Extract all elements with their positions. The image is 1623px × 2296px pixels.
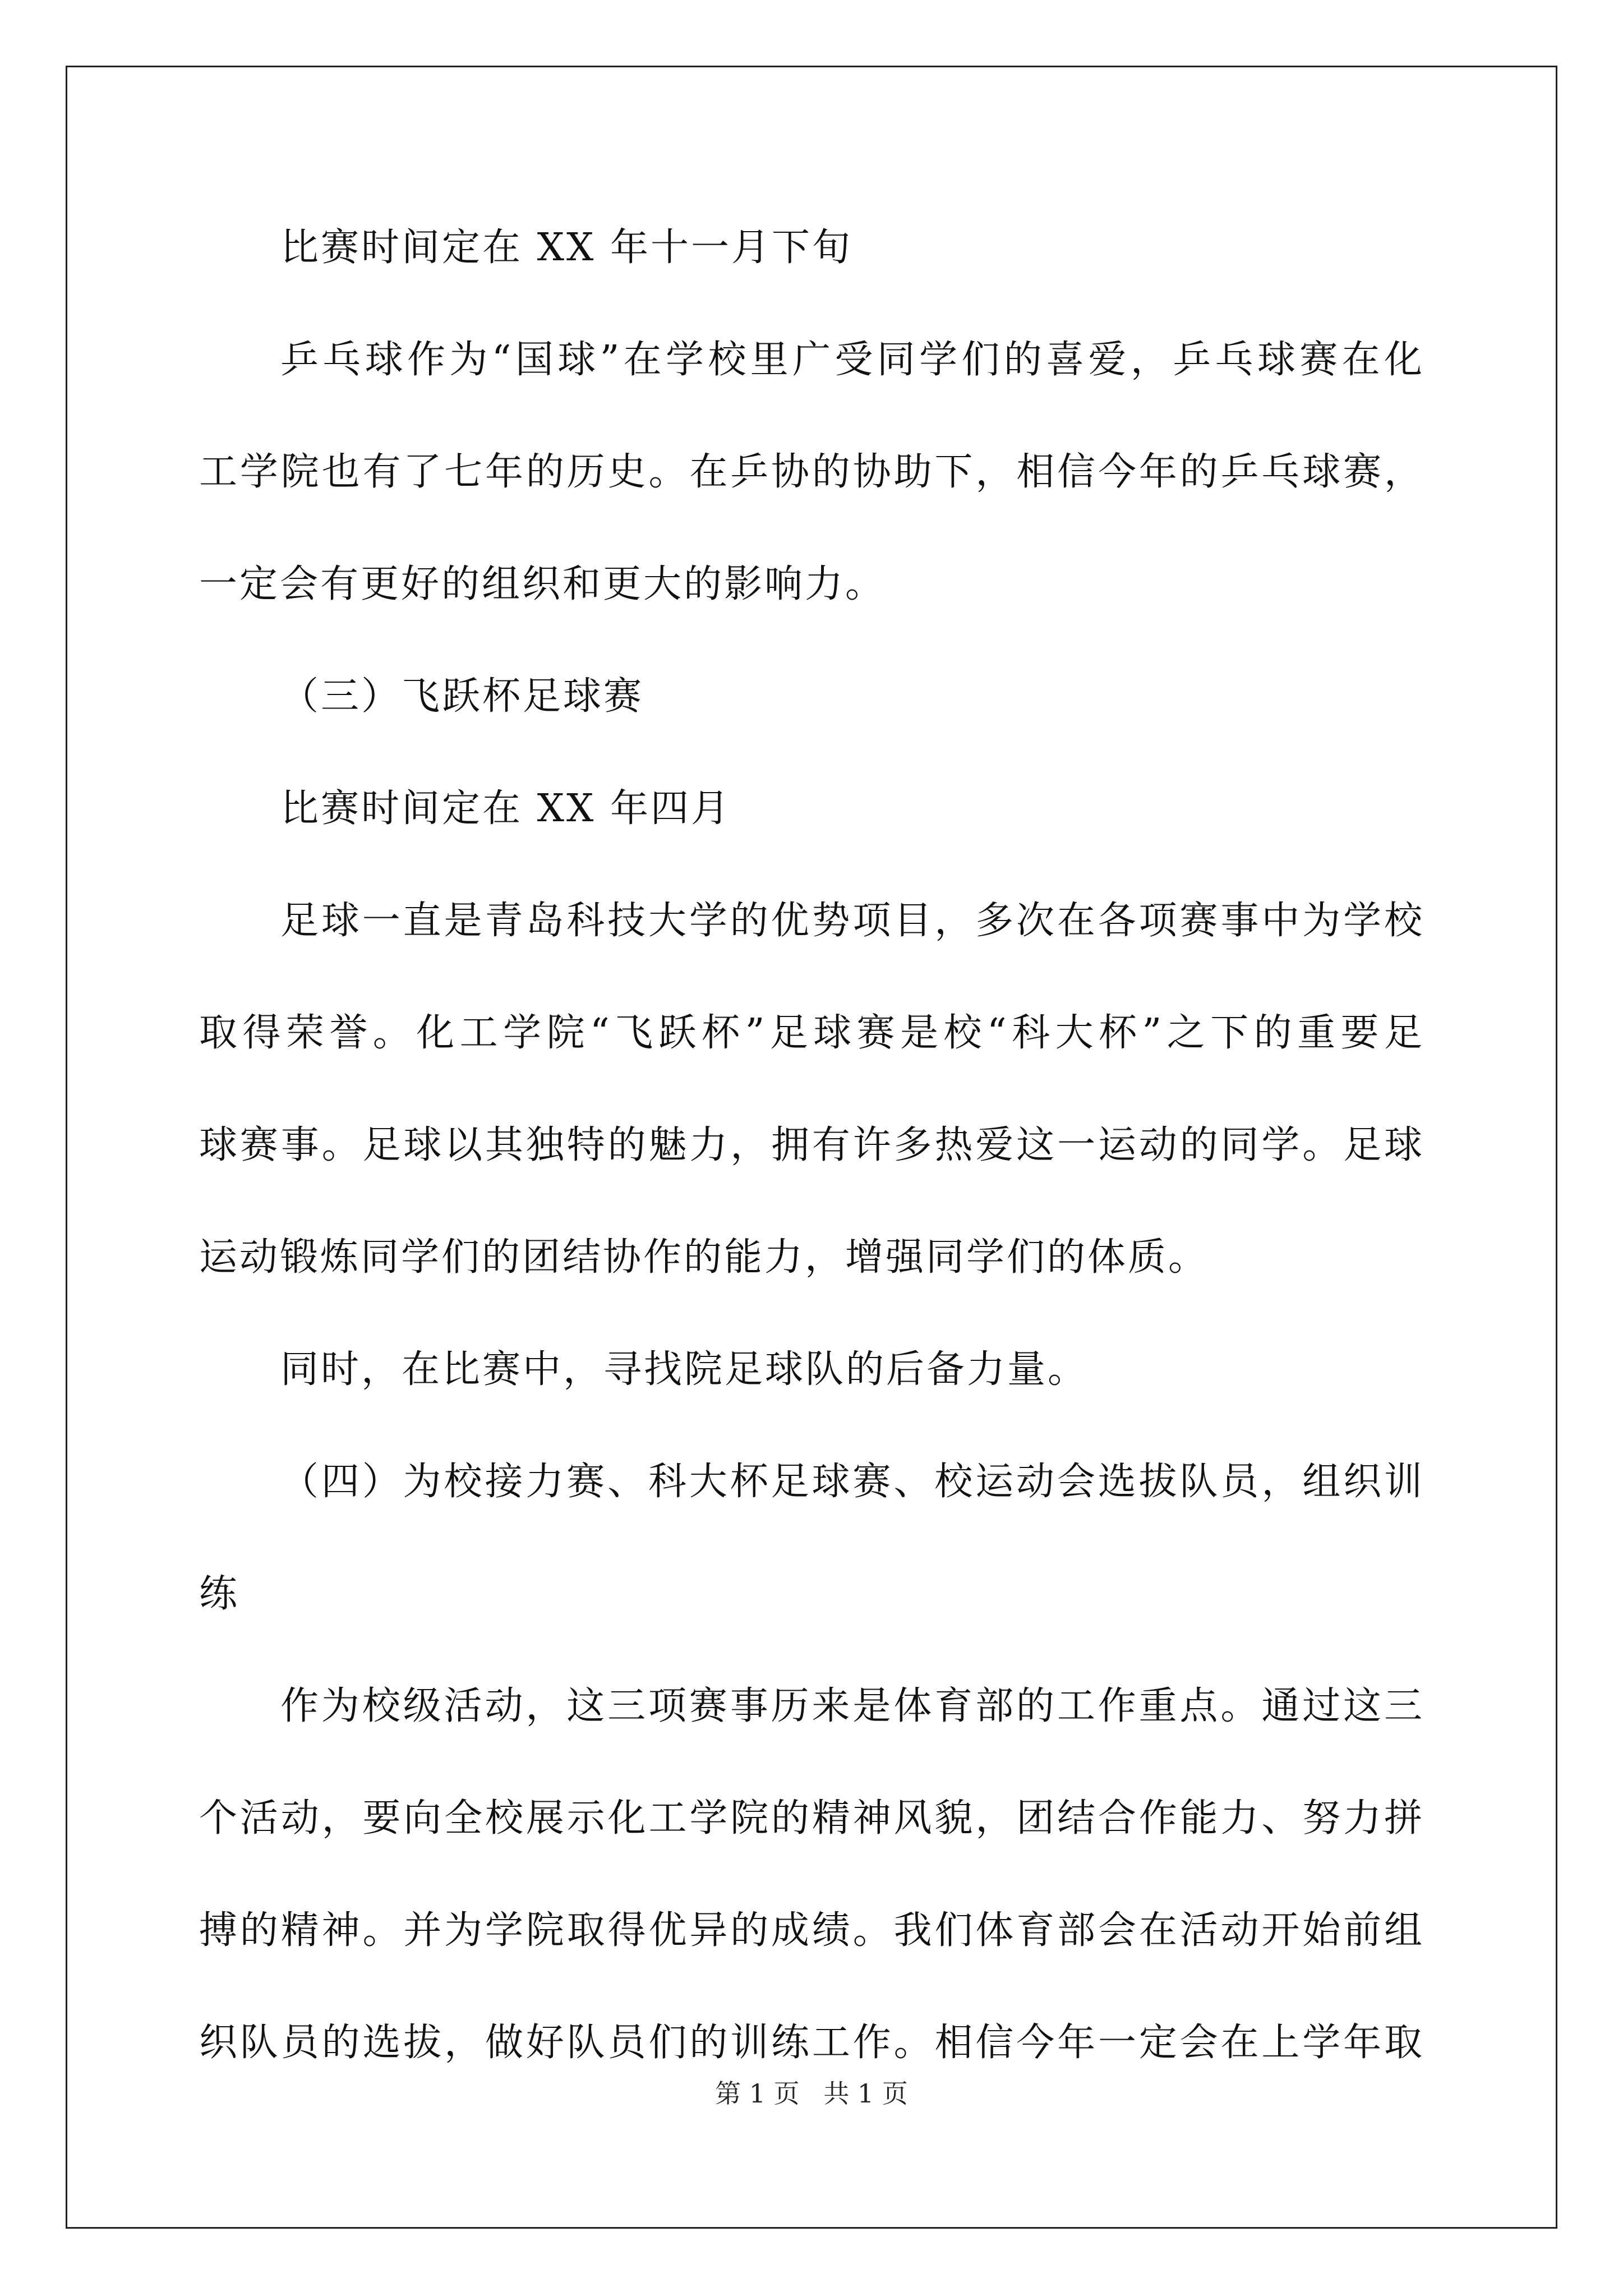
- page-footer: [0, 2077, 1623, 2110]
- paragraph-line: 比赛时间定在 XX 年十一月下旬: [280, 226, 853, 270]
- paragraph-line: 比赛时间定在 XX 年四月: [280, 786, 732, 831]
- section-heading: （三）飞跃杯足球赛: [280, 674, 644, 719]
- paragraph-line: 作为校级活动，这三项赛事历来是体育部的工作重点。通过这三: [280, 1684, 1424, 1728]
- paragraph-line: 取得荣誉。化工学院“飞跃杯”足球赛是校“科大杯”之下的重要足: [199, 1011, 1424, 1055]
- paragraph-line: 足球一直是青岛科技大学的优势项目，多次在各项赛事中为学校: [280, 899, 1424, 943]
- section-heading: （四）为校接力赛、科大杯足球赛、校运动会选拔队员，组织训: [280, 1460, 1424, 1504]
- paragraph-line: 搏的精神。并为学院取得优异的成绩。我们体育部会在活动开始前组: [199, 1908, 1424, 1953]
- paragraph-line: 乒乓球作为“国球”在学校里广受同学们的喜爱，乒乓球赛在化: [280, 338, 1424, 382]
- paragraph-line: 织队员的选拔，做好队员们的训练工作。相信今年一定会在上学年取: [199, 2021, 1424, 2065]
- paragraph-line: 球赛事。足球以其独特的魅力，拥有许多热爱这一运动的同学。足球: [199, 1123, 1424, 1167]
- section-heading-continuation: 练: [199, 1572, 240, 1616]
- paragraph-line: 同时，在比赛中，寻找院足球队的后备力量。: [280, 1347, 1089, 1392]
- paragraph-line: 一定会有更好的组织和更大的影响力。: [199, 562, 886, 606]
- page-number-total: 共 1 页: [823, 2078, 908, 2109]
- page-number-current: 第 1 页: [715, 2078, 800, 2109]
- paragraph-line: 运动锻炼同学们的团结协作的能力，增强同学们的体质。: [199, 1235, 1209, 1280]
- paragraph-line: 个活动，要向全校展示化工学院的精神风貌，团结合作能力、努力拼: [199, 1796, 1424, 1841]
- paragraph-line: 工学院也有了七年的历史。在乒协的协助下，相信今年的乒乓球赛，: [199, 450, 1424, 494]
